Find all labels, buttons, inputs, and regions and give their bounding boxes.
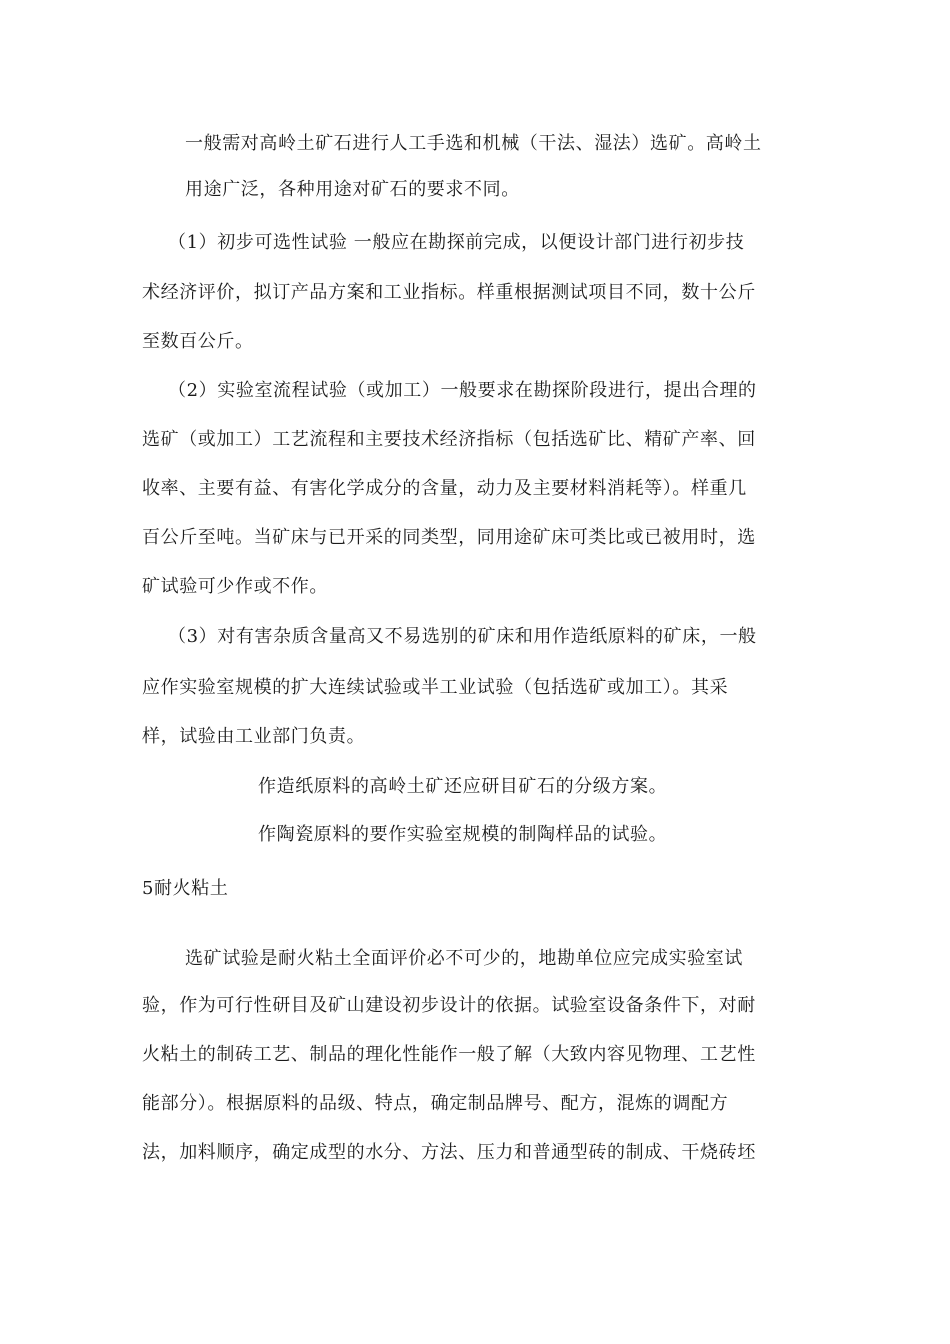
para1-line2: 用途广泛，各种用途对矿石的要求不同。 <box>185 179 520 200</box>
para1-line1: 一般需对高岭土矿石进行人工手选和机械（干法、湿法）选矿。高岭土 <box>185 133 762 154</box>
para4-line3: 样，试验由工业部门负责。 <box>142 726 366 747</box>
para2-line3: 至数百公斤。 <box>142 331 254 352</box>
para5-line4: 能部分）。根据原料的品级、特点，确定制品牌号、配方，混炼的调配方 <box>142 1093 729 1114</box>
para2-line1: （1）初步可选性试验 一般应在勘探前完成，以便设计部门进行初步技 <box>168 232 745 253</box>
para3-line3: 收率、主要有益、有害化学成分的含量，动力及主要材料消耗等）。样重几 <box>142 478 747 499</box>
para5-line1: 选矿试验是耐火粘土全面评价必不可少的，地勘单位应完成实验室试 <box>185 948 743 969</box>
note-paper-material: 作造纸原料的高岭土矿还应研目矿石的分级方案。 <box>258 776 668 797</box>
para2-line2: 术经济评价，拟订产品方案和工业指标。样重根据测试项目不同，数十公斤 <box>142 282 756 303</box>
para4-line1: （3）对有害杂质含量高又不易选别的矿床和用作造纸原料的矿床，一般 <box>168 626 757 647</box>
note-ceramic-material: 作陶瓷原料的要作实验室规模的制陶样品的试验。 <box>258 824 668 845</box>
para3-line1: （2）实验室流程试验（或加工）一般要求在勘探阶段进行，提出合理的 <box>168 380 757 401</box>
para4-line2: 应作实验室规模的扩大连续试验或半工业试验（包括选矿或加工）。其采 <box>142 677 729 698</box>
section-heading-refractory-clay: 5耐火粘土 <box>142 878 229 899</box>
para5-line3: 火粘土的制砖工艺、制品的理化性能作一般了解（大致内容见物理、工艺性 <box>142 1044 756 1065</box>
para3-line4: 百公斤至吨。当矿床与已开采的同类型，同用途矿床可类比或已被用时，选 <box>142 527 756 548</box>
para5-line2: 验，作为可行性研目及矿山建设初步设计的依据。试验室设备条件下，对耐 <box>142 995 756 1016</box>
para3-line5: 矿试验可少作或不作。 <box>142 576 328 597</box>
para5-line5: 法，加料顺序，确定成型的水分、方法、压力和普通型砖的制成、干烧砖坯 <box>142 1142 756 1163</box>
para3-line2: 选矿（或加工）工艺流程和主要技术经济指标（包括选矿比、精矿产率、回 <box>142 429 756 450</box>
